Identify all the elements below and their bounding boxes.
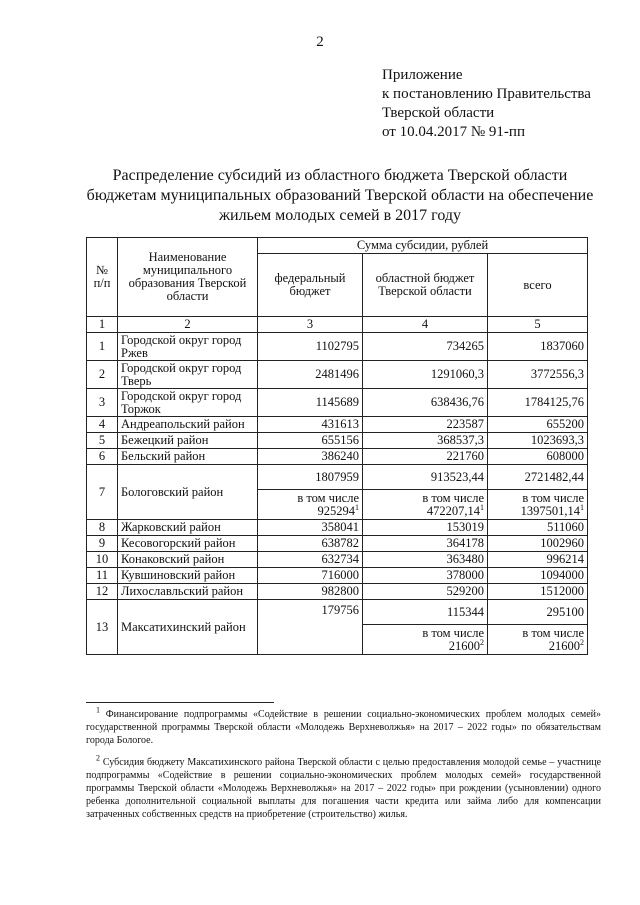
row-regional: 638436,76: [363, 389, 488, 417]
header-num: № п/п: [87, 238, 118, 317]
subtotal-label: в том числе: [297, 490, 359, 505]
row-federal: 2481496: [258, 361, 363, 389]
footnote-mark: 2: [480, 637, 484, 647]
table-row: [87, 584, 588, 600]
subtotal-amount: 925294: [317, 503, 355, 518]
subtotal-label: в том числе: [522, 490, 584, 505]
row-federal: 632734: [258, 552, 363, 568]
row-total: 3772556,3: [488, 361, 588, 389]
footnote-mark: 2: [96, 753, 100, 763]
footnote-mark: 1: [96, 705, 100, 715]
subtotal-amount: 21600: [448, 638, 480, 653]
subtotal-value: [491, 502, 584, 518]
row-regional: 368537,3: [363, 433, 488, 449]
table-row: [87, 389, 588, 417]
row-federal: 358041: [258, 520, 363, 536]
column-number: 3: [258, 317, 363, 333]
row-regional: 734265: [363, 333, 488, 361]
row-number: 9: [87, 536, 118, 552]
appendix-line: Приложение: [382, 67, 463, 83]
subtotal-label: в том числе: [522, 625, 584, 640]
row-name: Кувшиновский район: [118, 568, 258, 584]
row-total: 608000: [488, 449, 588, 465]
row-federal: 386240: [258, 449, 363, 465]
row-name: Максатихинский район: [118, 600, 258, 655]
row-regional: 378000: [363, 568, 488, 584]
header-sum: Сумма субсидии, рублей: [258, 238, 588, 254]
footnotes: [86, 705, 602, 830]
footnote-divider: [86, 702, 274, 703]
row-number: 3: [87, 389, 118, 417]
header-federal: федеральный бюджет: [258, 254, 363, 317]
row-federal: 1102795: [258, 333, 363, 361]
row-federal: 431613: [258, 417, 363, 433]
row-number: 6: [87, 449, 118, 465]
row-number: 7: [87, 465, 118, 520]
footnote-mark: 1: [480, 502, 484, 512]
footnote-mark: 1: [355, 502, 359, 512]
footnote-text: Финансирование подпрограммы «Содействие в решении социально-экономических проблем молодых семей» государственной программы Тверской области «Молодежь Верхневолжья» на 2017 – 2022 годы» по обязательствам города Бологое.: [86, 709, 602, 746]
row-federal: 638782: [258, 536, 363, 552]
row-total: 1784125,76: [488, 389, 588, 417]
table-row: [87, 568, 588, 584]
table-row: [87, 600, 588, 625]
table-row: [87, 536, 588, 552]
row-total: 996214: [488, 552, 588, 568]
row-federal: 1145689: [258, 389, 363, 417]
row-name: Жарковский район: [118, 520, 258, 536]
row-regional: 363480: [363, 552, 488, 568]
row-name: Бологовский район: [118, 465, 258, 520]
row-regional-sub: [363, 490, 488, 520]
row-federal: 982800: [258, 584, 363, 600]
table-row: [87, 417, 588, 433]
appendix-line: к постановлению Правительства: [382, 86, 591, 102]
row-regional-sub: [363, 625, 488, 655]
subtotal-label: в том числе: [422, 490, 484, 505]
row-name: Конаковский район: [118, 552, 258, 568]
row-regional: 153019: [363, 520, 488, 536]
row-total: 511060: [488, 520, 588, 536]
row-name: Бежецкий район: [118, 433, 258, 449]
row-total: 2721482,44: [488, 465, 588, 490]
row-number: 4: [87, 417, 118, 433]
table-row: [87, 465, 588, 490]
row-federal: 179756: [258, 600, 363, 655]
row-name: Городской округ город Тверь: [118, 361, 258, 389]
header-name: Наименование муниципального образования Тверской области: [118, 238, 258, 317]
row-number: 5: [87, 433, 118, 449]
row-total-sub: [488, 625, 588, 655]
table-row: [87, 433, 588, 449]
row-regional: 529200: [363, 584, 488, 600]
subtotal-amount: 472207,14: [426, 503, 480, 518]
row-regional: 223587: [363, 417, 488, 433]
column-number: 4: [363, 317, 488, 333]
header-total: всего: [488, 254, 588, 317]
row-federal: 1807959: [258, 465, 363, 490]
row-number: 8: [87, 520, 118, 536]
row-total: 1002960: [488, 536, 588, 552]
appendix-line: Тверской области: [382, 105, 495, 121]
row-regional: 1291060,3: [363, 361, 488, 389]
row-number: 2: [87, 361, 118, 389]
footnote-mark: 2: [580, 637, 584, 647]
row-number: 1: [87, 333, 118, 361]
row-name: Городской округ город Торжок: [118, 389, 258, 417]
document-title: [60, 166, 620, 226]
row-number: 11: [87, 568, 118, 584]
subtotal-value: [366, 502, 484, 518]
footnote: [86, 753, 602, 821]
subtotal-amount: 21600: [548, 638, 580, 653]
header-regional: областной бюджет Тверской области: [363, 254, 488, 317]
column-number: 1: [87, 317, 118, 333]
title-line: жильем молодых семей в 2017 году: [218, 207, 462, 224]
subtotal-value: [491, 637, 584, 653]
table-row: [87, 333, 588, 361]
subtotal-value: [261, 502, 359, 518]
row-total: 1094000: [488, 568, 588, 584]
column-number: 5: [488, 317, 588, 333]
row-number: 13: [87, 600, 118, 655]
table-row: [87, 520, 588, 536]
row-number: 10: [87, 552, 118, 568]
appendix-line: от 10.04.2017 № 91-пп: [382, 124, 525, 140]
table-row: [87, 552, 588, 568]
subtotal-amount: 1397501,14: [520, 503, 580, 518]
row-regional: 913523,44: [363, 465, 488, 490]
row-total: 1512000: [488, 584, 588, 600]
subsidy-table: [86, 237, 588, 655]
table-row: [87, 361, 588, 389]
row-total: 295100: [488, 600, 588, 625]
row-total: 1837060: [488, 333, 588, 361]
title-line: бюджетам муниципальных образований Тверской области на обеспечение: [86, 187, 594, 204]
column-number: 2: [118, 317, 258, 333]
table-row: [87, 449, 588, 465]
subtotal-label: в том числе: [422, 625, 484, 640]
row-total: 1023693,3: [488, 433, 588, 449]
footnote-mark: 1: [580, 502, 584, 512]
title-line: Распределение субсидий из областного бюджета Тверской области: [112, 167, 568, 184]
subtotal-value: [366, 637, 484, 653]
row-name: Бельский район: [118, 449, 258, 465]
row-federal: 655156: [258, 433, 363, 449]
row-regional: 364178: [363, 536, 488, 552]
page-number: 2: [316, 34, 324, 50]
row-total: 655200: [488, 417, 588, 433]
row-number: 12: [87, 584, 118, 600]
row-federal: 716000: [258, 568, 363, 584]
row-name: Лихославльский район: [118, 584, 258, 600]
row-regional: 221760: [363, 449, 488, 465]
footnote-text: Субсидия бюджету Максатихинского района Тверской области с целью предоставления молодой семье – участнице подпрограммы «Содействие в решении социально-экономических проблем молодых семей» государственной программы Тверской области «Молодежь Верхневолжья» на 2017 – 2022 годы» при рождении (усыновлении) одного ребенка дополнительной социальной выплаты для погашения части кредита или займа либо для компенсации затраченных собственных средств на приобретение (строительство) жилья.: [86, 757, 602, 820]
row-federal-sub: [258, 490, 363, 520]
row-name: Андреапольский район: [118, 417, 258, 433]
footnote: [86, 705, 602, 747]
row-name: Городской округ город Ржев: [118, 333, 258, 361]
row-regional: 115344: [363, 600, 488, 625]
row-name: Кесовогорский район: [118, 536, 258, 552]
row-total-sub: [488, 490, 588, 520]
appendix-header: [382, 66, 591, 142]
